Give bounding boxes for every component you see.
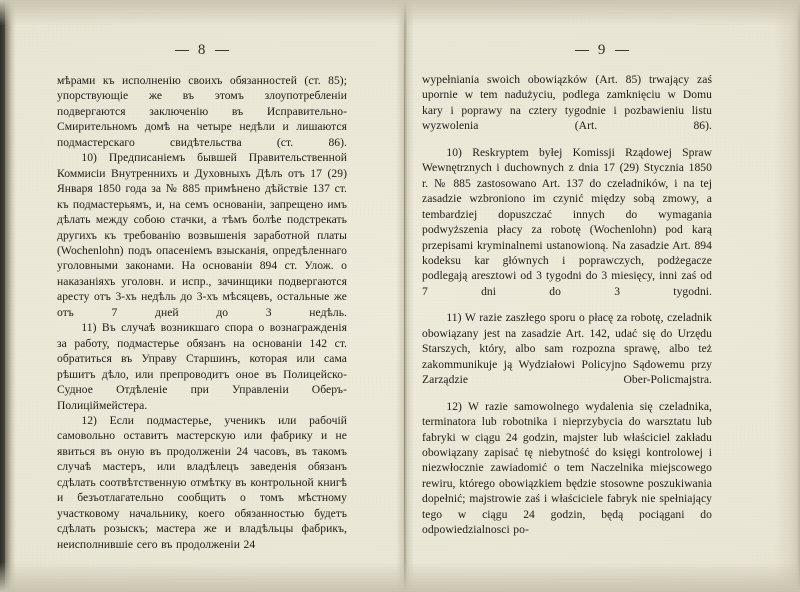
folio-dash-right [615,50,629,52]
paragraph-continuation: wypełniania swoich obowiązków (Art. 85) trwający zaś upornie w tem nadużyciu, podlega zamknięciu w Domu kary i poprawy na cztery tygodnie i pozbawieniu listu wyzwolenia (Art. 86). [422,73,712,133]
paragraph-spacer [422,388,712,399]
folio-number-right: 9 [597,42,607,59]
binding-edge-left [0,0,5,592]
paragraph-item-11: 11) Въ случаѣ возникшаго спора о вознагражденія за работу, подмастерье обязанъ на основаніи 142 ст. обратиться въ Управу Старшинъ, которая или сама рѣшитъ дѣло, или препроводитъ оное въ Полицейско-Судное Отдѣленіе при Управленіи Оберъ-Полиціймейстера. [57,321,347,412]
paragraph-item-10: 10) Reskryptem byłej Komissji Rządowej Spraw Wewnętrznych i duchownych z dnia 17 (29) Stycznia 1850 r. № 885 zastosowano Art. 137 do czeladników, i na tej zasadzie wzbroniono im czynić między sobą zmowy, a tembardziej dopuszczać innych do wymagania podwyższenia płacy za robotę (Wochenlohn) pod karą przepisami kryminalnemi ustanowioną. Na zasadzie Art. 894 kodeksu kar głównych i poprawczych, podżegacze podlegają aresztowi od 3 tygodni do 3 miesięcy, inni zaś od 7 dni do 3 tygodni. [422,145,712,298]
paragraph-item-12: 12) W razie samowolnego wydalenia się czeladnika, terminatora lub robotnika i nieprzybycia do warsztatu lub fabryki w ciągu 24 godzin, majster lub właściciel zakładu obowiązany zapisać tę niebytność do księgi kontrolowej i niezwłocznie zawiadomić o tem Naczelnika miejscowego rewiru, którego obowiązkiem będzie stosowne poszukiwania dopełnić; majstrowie zaś i właściciele fabryk nie spełniający tego w ciągu 24 godzin, będą pociągani do odpowiedzialnosci po- [422,399,712,537]
paragraph-spacer [422,134,712,145]
folio-dash-right [215,50,229,52]
gutter-fold-line [404,0,405,592]
folio-left [0,42,404,59]
paragraph-spacer [422,299,712,310]
book-gutter [396,0,414,592]
page-right [404,0,800,592]
paragraph-item-12: 12) Если подмастерье, ученикъ или рабочій самовольно оставитъ мастерскую или фабрику и не явиться въ оную въ продолженіи 24 часовъ, въ такомъ случаѣ мастеръ, или владѣлецъ заведенія обязанъ сдѣлать соотвѣтственную отмѣтку въ контрольной книгѣ и безъотлагательно сообщить о томъ мѣстному участковому начальнику, коего обязанностью будетъ сдѣлать розыскъ; мастера же и владѣльцы фабрикъ, неисполнившіе сего въ продолженіи 24 [57,413,347,551]
top-vignette [0,0,800,26]
text-column-right [422,72,712,538]
folio-dash-left [175,50,189,52]
paragraph-item-11: 11) W razie zaszłego sporu o płacę za robotę, czeladnik obowiązany jest na zasadzie Art. 142, udać się do Urzędu Starszych, który, albo sam rozpozna sprawę, albo też zakommunikuje ją Wydziałowi Policyjno Sądowemu przy Zarządzie Ober-Policmajstra. [422,311,712,387]
paragraph-item-10: 10) Предписаніемъ бывшей Правительственной Коммисіи Внутреннихъ и Духовныхъ Дѣлъ отъ 17 (29) Января 1850 года за № 885 примѣнено дѣйствіе 137 ст. къ подмастерьямъ, и, на семъ основаніи, запрещено имъ дѣлать между собою стачки, а тѣмъ болѣе подстрекать другихъ къ требованію возвышенія заработной платы (Wochenlohn) подъ опасеніемъ взысканія, опредѣленнаго уголовными законами. На основаніи 894 ст. Улож. о наказаніяхъ уголовн. и испр., зачинщики подвергаются аресту отъ 3-хъ недѣль до 3-хъ мѣсяцевъ, остальные же отъ 7 дней до 3 недѣль. [57,151,347,319]
folio-dash-left [575,50,589,52]
paragraph-continuation: мѣрами къ исполненію своихъ обязанностей (ст. 85); упорствующіе же въ этомъ злоупотребленіи подвергаются заключенію въ Исправительно-Смирительномъ домѣ на четыре недѣли и лишаются подмастерскаго свидѣтельства (ст. 86). [57,74,347,149]
folio-number-left: 8 [197,42,207,59]
text-column-left [57,73,347,552]
bottom-vignette [0,562,800,592]
folio-right [404,42,800,59]
